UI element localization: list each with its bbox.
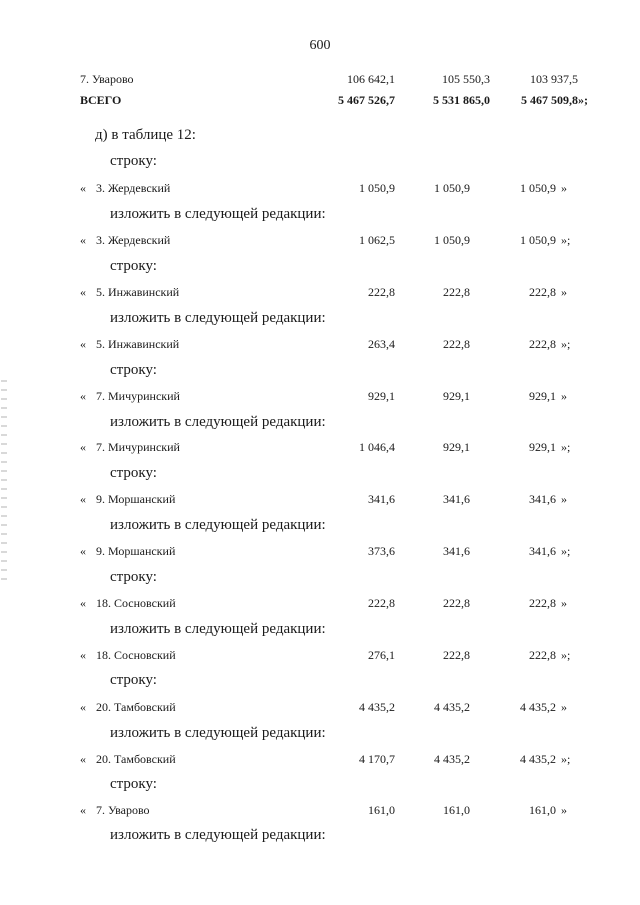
row-value-2: 161,0 xyxy=(443,803,470,817)
row-name: 18. Сосновский xyxy=(96,596,176,610)
open-quote: « xyxy=(80,337,86,351)
instruction-stroku: строку: xyxy=(110,776,157,792)
close-quote: »; xyxy=(561,752,571,766)
row-value-2: 222,8 xyxy=(443,596,470,610)
instruction-stroku: строку: xyxy=(110,153,157,169)
row-value-1: 161,0 xyxy=(368,803,395,817)
open-quote: « xyxy=(80,440,86,454)
row-value-1: 373,6 xyxy=(368,544,395,558)
table-row xyxy=(0,700,640,720)
row-value-2: 222,8 xyxy=(443,285,470,299)
page-number: 600 xyxy=(309,38,331,53)
open-quote: « xyxy=(80,700,86,714)
row-name: 5. Инжавинский xyxy=(96,337,180,351)
closing-quote: »; xyxy=(578,93,588,107)
row-value-3: 222,8 xyxy=(529,285,556,299)
row-name: 7. Уварово xyxy=(80,72,134,86)
close-quote: »; xyxy=(561,337,571,351)
row-name: 20. Тамбовский xyxy=(96,752,176,766)
instruction-izlozhit: изложить в следующей редакции: xyxy=(110,621,326,637)
row-value-1: 929,1 xyxy=(368,389,395,403)
row-value-3: 222,8 xyxy=(529,337,556,351)
row-value-1: 4 170,7 xyxy=(359,752,395,766)
row-name: ВСЕГО xyxy=(80,93,122,107)
row-name: 5. Инжавинский xyxy=(96,285,180,299)
row-name: 3. Жердевский xyxy=(96,233,171,247)
row-value-2: 929,1 xyxy=(443,389,470,403)
open-quote: « xyxy=(80,648,86,662)
instruction-stroku: строку: xyxy=(110,362,157,378)
row-value-3: 341,6 xyxy=(529,544,556,558)
row-value-2: 341,6 xyxy=(443,492,470,506)
row-value-1: 4 435,2 xyxy=(359,700,395,714)
instruction-izlozhit: изложить в следующей редакции: xyxy=(110,827,326,843)
instruction-izlozhit: изложить в следующей редакции: xyxy=(110,414,326,430)
instruction-stroku: строку: xyxy=(110,465,157,481)
close-quote: »; xyxy=(561,544,571,558)
table-row xyxy=(0,72,640,92)
table-row xyxy=(0,752,640,772)
row-value-2: 4 435,2 xyxy=(434,700,470,714)
open-quote: « xyxy=(80,389,86,403)
row-value-2: 1 050,9 xyxy=(434,181,470,195)
row-value-2: 341,6 xyxy=(443,544,470,558)
instruction-izlozhit: изложить в следующей редакции: xyxy=(110,310,326,326)
table-row xyxy=(0,440,640,460)
row-name: 7. Мичуринский xyxy=(96,389,180,403)
open-quote: « xyxy=(80,285,86,299)
total-row xyxy=(0,93,640,113)
row-name: 20. Тамбовский xyxy=(96,700,176,714)
row-value-2: 1 050,9 xyxy=(434,233,470,247)
row-value-2: 929,1 xyxy=(443,440,470,454)
open-quote: « xyxy=(80,492,86,506)
row-value-3: 4 435,2 xyxy=(520,752,556,766)
close-quote: » xyxy=(561,700,567,714)
instruction-izlozhit: изложить в следующей редакции: xyxy=(110,517,326,533)
row-value-2: 222,8 xyxy=(443,648,470,662)
row-value-1: 222,8 xyxy=(368,596,395,610)
table-row xyxy=(0,803,640,823)
row-name: 7. Мичуринский xyxy=(96,440,180,454)
close-quote: » xyxy=(561,492,567,506)
row-value-1: 1 062,5 xyxy=(359,233,395,247)
row-name: 3. Жердевский xyxy=(96,181,171,195)
row-value-3: 1 050,9 xyxy=(520,181,556,195)
row-value-1: 106 642,1 xyxy=(347,72,395,86)
row-value-1: 276,1 xyxy=(368,648,395,662)
row-value-3: 222,8 xyxy=(529,596,556,610)
row-value-3: 341,6 xyxy=(529,492,556,506)
row-name: 9. Моршанский xyxy=(96,544,176,558)
row-value-1: 5 467 526,7 xyxy=(338,93,395,107)
row-value-3: 5 467 509,8 xyxy=(521,93,578,107)
close-quote: » xyxy=(561,285,567,299)
table-row xyxy=(0,596,640,616)
section-heading: д) в таблице 12: xyxy=(95,127,196,143)
table-row xyxy=(0,648,640,668)
table-row xyxy=(0,389,640,409)
open-quote: « xyxy=(80,596,86,610)
row-value-2: 105 550,3 xyxy=(442,72,490,86)
instruction-izlozhit: изложить в следующей редакции: xyxy=(110,206,326,222)
row-value-3: 929,1 xyxy=(529,389,556,403)
row-value-3: 4 435,2 xyxy=(520,700,556,714)
row-value-1: 222,8 xyxy=(368,285,395,299)
row-value-3: 1 050,9 xyxy=(520,233,556,247)
open-quote: « xyxy=(80,233,86,247)
instruction-stroku: строку: xyxy=(110,569,157,585)
row-name: 7. Уварово xyxy=(96,803,150,817)
instruction-izlozhit: изложить в следующей редакции: xyxy=(110,725,326,741)
close-quote: » xyxy=(561,803,567,817)
row-value-2: 5 531 865,0 xyxy=(433,93,490,107)
row-value-3: 103 937,5 xyxy=(530,72,578,86)
row-name: 18. Сосновский xyxy=(96,648,176,662)
close-quote: »; xyxy=(561,233,571,247)
close-quote: »; xyxy=(561,648,571,662)
row-value-3: 222,8 xyxy=(529,648,556,662)
table-row xyxy=(0,492,640,512)
row-value-1: 1 050,9 xyxy=(359,181,395,195)
row-value-2: 222,8 xyxy=(443,337,470,351)
close-quote: » xyxy=(561,389,567,403)
table-row xyxy=(0,181,640,201)
table-row xyxy=(0,285,640,305)
row-value-3: 929,1 xyxy=(529,440,556,454)
close-quote: »; xyxy=(561,440,571,454)
row-value-2: 4 435,2 xyxy=(434,752,470,766)
row-value-1: 341,6 xyxy=(368,492,395,506)
table-row xyxy=(0,233,640,253)
table-row xyxy=(0,337,640,357)
instruction-stroku: строку: xyxy=(110,672,157,688)
open-quote: « xyxy=(80,752,86,766)
open-quote: « xyxy=(80,181,86,195)
row-value-3: 161,0 xyxy=(529,803,556,817)
row-value-1: 263,4 xyxy=(368,337,395,351)
scan-margin-mark xyxy=(1,380,7,580)
row-value-1: 1 046,4 xyxy=(359,440,395,454)
row-name: 9. Моршанский xyxy=(96,492,176,506)
instruction-stroku: строку: xyxy=(110,258,157,274)
open-quote: « xyxy=(80,803,86,817)
close-quote: » xyxy=(561,181,567,195)
close-quote: » xyxy=(561,596,567,610)
table-row xyxy=(0,544,640,564)
open-quote: « xyxy=(80,544,86,558)
